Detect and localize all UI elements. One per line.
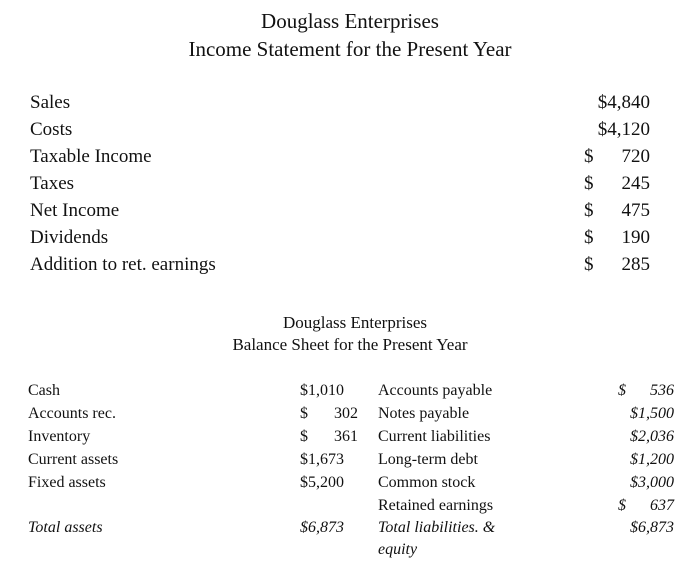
asset-value-dollar: $5,200: [300, 474, 344, 491]
asset-value: [300, 380, 344, 402]
is-row-value-dollar: $: [584, 227, 594, 248]
is-row-value: [584, 252, 650, 278]
total-liabilities-label-cont: equity: [378, 541, 418, 558]
liability-value-dollar: $2,036: [630, 428, 674, 445]
balance-sheet-title: Balance Sheet for the Present Year: [232, 335, 468, 354]
asset-value: [300, 472, 344, 494]
liability-value-dollar: $3,000: [630, 474, 674, 491]
is-row-value-amount: 720: [621, 146, 650, 167]
is-row-value: [584, 198, 650, 224]
liability-value: [618, 495, 674, 517]
is-row-value-dollar: $: [584, 173, 594, 194]
is-row-value-amount: 475: [621, 200, 650, 221]
asset-value-dollar: $1,010: [300, 382, 344, 399]
is-row-value: [584, 171, 650, 197]
total-assets-label: Total assets: [28, 519, 103, 536]
asset-value-dollar: $: [300, 428, 308, 445]
is-row-value: [598, 117, 650, 143]
is-row-value-amount: 190: [621, 227, 650, 248]
is-row-value-amount: 245: [621, 173, 650, 194]
total-liabilities-value: $6,873: [630, 519, 674, 536]
liability-value: [630, 426, 674, 448]
liability-value-dollar: $1,200: [630, 451, 674, 468]
asset-label: Fixed assets: [28, 474, 106, 491]
is-row-label: Taxable Income: [30, 146, 152, 167]
is-row-label: Taxes: [30, 173, 75, 194]
asset-value-amount: 361: [334, 428, 358, 445]
liability-value-dollar: $: [618, 497, 626, 514]
liability-label: Accounts payable: [378, 382, 493, 399]
is-row-value-dollar: $: [584, 200, 594, 221]
is-row-label: Net Income: [30, 200, 120, 221]
balance-sheet-company: Douglass Enterprises: [282, 313, 427, 332]
asset-value-dollar: $1,673: [300, 451, 344, 468]
is-row-value-dollar: $: [584, 146, 594, 167]
total-assets-value: $6,873: [300, 519, 344, 536]
asset-value-amount: 302: [334, 405, 358, 422]
is-row-value-dollar: $: [584, 254, 594, 275]
asset-label: Accounts rec.: [28, 405, 116, 422]
asset-label: Inventory: [28, 428, 91, 445]
liability-value-amount: 536: [650, 382, 674, 399]
liability-value-dollar: $: [618, 382, 626, 399]
income-statement-company: Douglass Enterprises: [261, 9, 439, 33]
is-row-label: Sales: [30, 92, 71, 113]
is-row-label: Addition to ret. earnings: [30, 254, 216, 275]
is-row-value: [584, 225, 650, 251]
liability-label: Retained earnings: [378, 497, 494, 514]
asset-label: Current assets: [28, 451, 119, 468]
liability-label: Long-term debt: [378, 451, 478, 468]
is-row-value: [598, 90, 650, 116]
liability-label: Notes payable: [378, 405, 470, 422]
is-row-label: Costs: [30, 119, 73, 140]
is-row-value-dollar: $4,840: [597, 92, 650, 113]
asset-label: Cash: [28, 382, 60, 399]
asset-value: [300, 403, 358, 425]
liability-value: [618, 380, 674, 402]
income-statement-title: Income Statement for the Present Year: [188, 37, 512, 61]
liability-value: [630, 472, 674, 494]
asset-value-dollar: $: [300, 405, 308, 422]
liability-value: [630, 403, 674, 425]
liability-value: [630, 449, 674, 471]
liability-label: Current liabilities: [378, 428, 491, 445]
is-row-value-dollar: $4,120: [597, 119, 650, 140]
is-row-value: [584, 144, 650, 170]
asset-value: [300, 449, 344, 471]
liability-value-dollar: $1,500: [630, 405, 674, 422]
is-row-value-amount: 285: [621, 254, 650, 275]
is-row-label: Dividends: [30, 227, 109, 248]
total-liabilities-label: Total liabilities. &: [378, 519, 496, 536]
asset-value: [300, 426, 358, 448]
liability-label: Common stock: [378, 474, 476, 491]
liability-value-amount: 637: [650, 497, 674, 514]
